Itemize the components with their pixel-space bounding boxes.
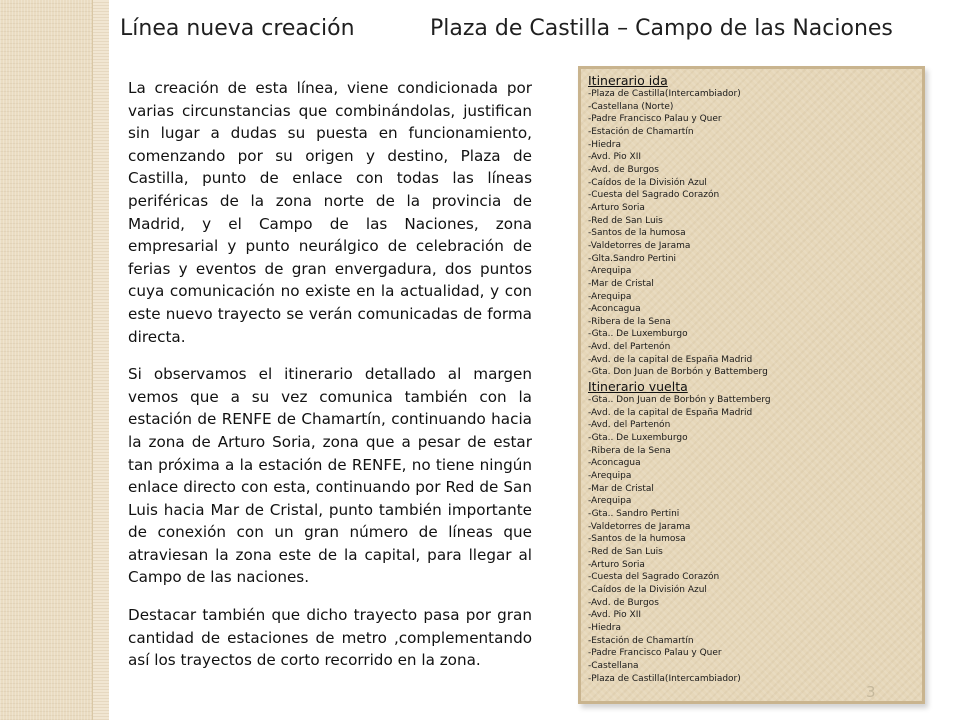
- stop-item: -Padre Francisco Palau y Quer: [588, 648, 722, 659]
- stop-item: -Mar de Cristal: [588, 278, 654, 289]
- stop-item: -Arequipa: [588, 496, 632, 507]
- stop-item: -Valdetorres de Jarama: [588, 521, 691, 532]
- stop-item: -Avd. de Burgos: [588, 597, 659, 608]
- stop-item: -Ribera de la Sena: [588, 445, 671, 456]
- stop-item: -Caídos de la División Azul: [588, 584, 707, 595]
- route-title: Plaza de Castilla – Campo de las Naciones: [430, 16, 893, 41]
- stop-item: -Ribera de la Sena: [588, 316, 671, 327]
- itinerary-panel: [578, 66, 925, 704]
- return-stop-list: [588, 394, 922, 685]
- stop-item: -Gta. Don Juan de Borbón y Battemberg: [588, 367, 768, 378]
- stop-item: -Santos de la humosa: [588, 534, 686, 545]
- decorative-left-band: [0, 0, 92, 720]
- stop-item: -Padre Francisco Palau y Quer: [588, 114, 722, 125]
- stop-item: -Avd. de la capital de España Madrid: [588, 354, 753, 365]
- stop-item: -Plaza de Castilla(Intercambiador): [588, 89, 741, 99]
- stop-item: -Hiedra: [588, 622, 621, 633]
- stop-item: -Santos de la humosa: [588, 228, 686, 239]
- description-paragraph: Si observamos el itinerario detallado al margen vemos que a su vez comunica también con la estación de RENFE de Chamartín, continuando hacia la zona de Arturo Soria, zona que a pesar de estar tan próxima a la estación de RENFE, no tiene ningún enlace directo con esta, continuando por Red de San Luis hacia Mar de Cristal, punto también importante de conexión con un gran número de líneas que atraviesan la zona este de la capital, para llegar al Campo de las naciones.: [128, 365, 532, 587]
- stop-item: -Estación de Chamartín: [588, 635, 694, 646]
- stop-item: -Aconcagua: [588, 304, 641, 315]
- stop-item: -Avd. del Partenón: [588, 342, 671, 353]
- stop-item: -Plaza de Castilla(Intercambiador): [588, 673, 741, 684]
- stop-item: -Estación de Chamartín: [588, 126, 694, 137]
- description-paragraph: La creación de esta línea, viene condicionada por varias circunstancias que combinándolas, justifican sin lugar a dudas su puesta en funcionamiento, comenzando por su origen y destino, Plaza de Castilla, punto de enlace con todas las líneas periféricas de la zona norte de la provincia de Madrid, y el Campo de las Naciones, zona empresarial y punto neurálgico de celebración de ferias y eventos de gran envergadura, dos puntos cuya comunicación no existe en la actualidad, y con este nuevo trayecto se verán comunicadas de forma directa.: [128, 79, 532, 346]
- outbound-stop-list: [588, 88, 922, 379]
- stop-item: -Valdetorres de Jarama: [588, 240, 691, 251]
- description-text: [128, 77, 532, 687]
- stop-item: -Castellana (Norte): [588, 101, 674, 112]
- stop-item: -Red de San Luis: [588, 215, 663, 226]
- stop-item: -Arturo Soria: [588, 202, 645, 213]
- stop-item: -Hiedra: [588, 139, 621, 150]
- stop-item: -Caídos de la División Azul: [588, 177, 707, 188]
- stop-item: -Gta.. De Luxemburgo: [588, 329, 688, 340]
- stop-item: -Avd. de la capital de España Madrid: [588, 407, 753, 418]
- outbound-heading: Itinerario ida: [588, 73, 668, 88]
- stop-item: -Castellana: [588, 660, 639, 671]
- decorative-left-border: [92, 0, 109, 720]
- stop-item: -Mar de Cristal: [588, 483, 654, 494]
- stop-item: -Avd. del Partenón: [588, 420, 671, 431]
- stop-item: -Avd. Pio XII: [588, 152, 642, 163]
- stop-item: -Arequipa: [588, 266, 632, 277]
- stop-item: -Cuesta del Sagrado Corazón: [588, 190, 720, 201]
- return-heading: Itinerario vuelta: [588, 379, 688, 395]
- stop-item: -Red de San Luis: [588, 546, 663, 557]
- stop-item: -Aconcagua: [588, 458, 641, 469]
- stop-item: -Gta.. Don Juan de Borbón y Battemberg: [588, 395, 771, 406]
- stop-item: -Arequipa: [588, 291, 632, 302]
- stop-item: -Avd. de Burgos: [588, 164, 659, 175]
- stop-item: -Avd. Pio XII: [588, 610, 642, 621]
- stop-item: -Arturo Soria: [588, 559, 645, 570]
- stop-item: -Gta.. De Luxemburgo: [588, 433, 688, 444]
- stop-item: -Gta.. Sandro Pertini: [588, 509, 680, 519]
- slide-title: Línea nueva creación: [120, 16, 355, 41]
- stop-item: -Cuesta del Sagrado Corazón: [588, 572, 720, 583]
- page-number: 3: [866, 683, 876, 701]
- description-paragraph: Destacar también que dicho trayecto pasa por gran cantidad de estaciones de metro ,complementando así los trayectos de corto recorrido en la zona.: [128, 606, 532, 670]
- stop-item: -Glta.Sandro Pertini: [588, 253, 677, 264]
- stop-item: -Arequipa: [588, 471, 632, 482]
